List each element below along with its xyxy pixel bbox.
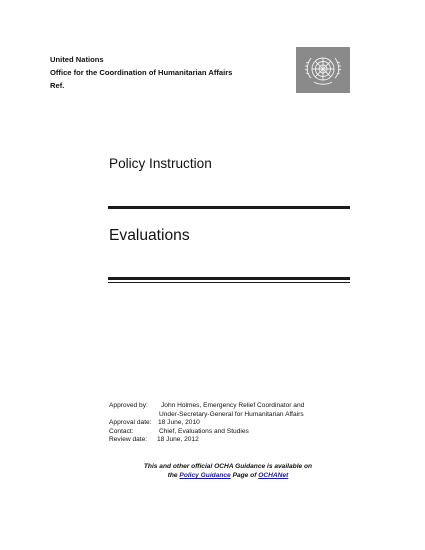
un-emblem-icon: [296, 47, 350, 93]
review-date-value: 18 June, 2012: [157, 436, 199, 444]
approved-by-row: [109, 402, 304, 411]
approved-by-value-continued: Under-Secretary-General for Humanitarian Affairs: [159, 410, 304, 418]
document-type-label: Policy Instruction: [109, 156, 212, 171]
guidance-prefix: the: [167, 472, 178, 479]
guidance-notice: [128, 462, 328, 480]
approved-by-value: John Holmes, Emergency Relief Coordinator and: [161, 402, 305, 409]
policy-guidance-link[interactable]: Policy Guidance: [179, 472, 231, 479]
guidance-line-1: This and other official OCHA Guidance is available on: [143, 463, 313, 470]
guidance-line-2: [128, 471, 328, 480]
approval-metadata: [109, 402, 304, 445]
approved-by-row-continued: [109, 411, 304, 420]
contact-row: [109, 428, 304, 437]
ochanet-link[interactable]: OCHANet: [258, 472, 289, 479]
document-title: Evaluations: [109, 227, 190, 244]
approval-date-label: Approval date:: [109, 419, 152, 427]
ref-label: Ref.: [50, 81, 65, 90]
approval-date-value: 18 June, 2010: [158, 419, 200, 427]
approved-by-spacer: [109, 411, 159, 420]
divider-bottom-thick: [108, 277, 350, 280]
approval-date-row: [109, 419, 304, 428]
divider-top: [108, 206, 350, 209]
approved-by-label: Approved by:: [109, 402, 148, 409]
org-name: United Nations: [50, 55, 104, 64]
contact-label: Contact:: [109, 427, 134, 435]
organization-header: [50, 53, 232, 92]
review-date-label: Review date:: [109, 436, 148, 444]
office-name: Office for the Coordination of Humanitarian Affairs: [50, 68, 233, 77]
guidance-middle: Page of: [232, 472, 257, 479]
review-date-row: [109, 436, 304, 445]
divider-bottom-thin: [108, 282, 350, 283]
contact-value: Chief, Evaluations and Studies: [159, 427, 249, 435]
